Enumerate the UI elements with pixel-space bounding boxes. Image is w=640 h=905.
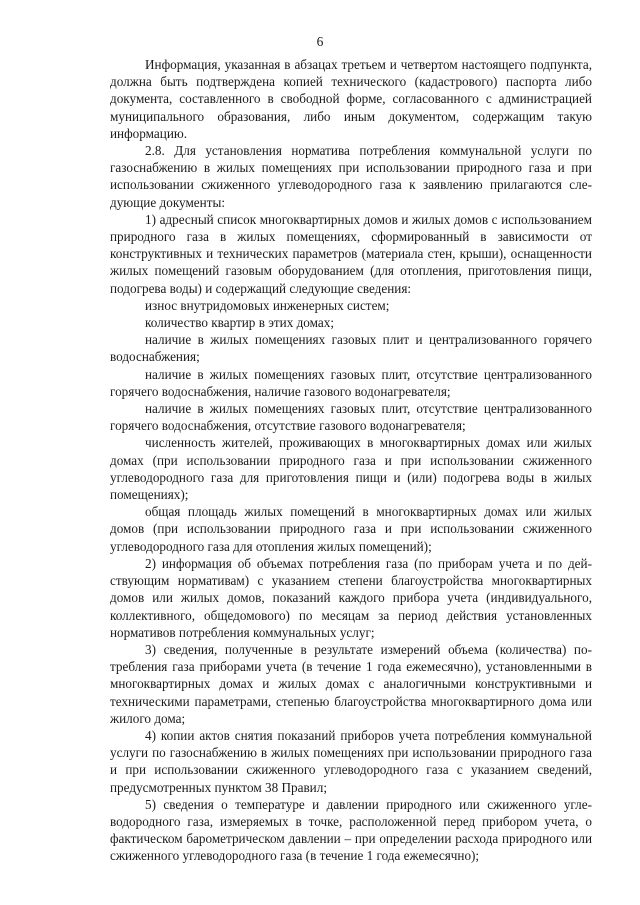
paragraph-2-8-intro: 2.8. Для установления норматива потребления коммунальной услуги по газоснабжению в жилых помещениях при использовании природного газа и при использовании сжиженного углеводородного газа к заявлению прилагаются следующие документы: — [110, 143, 592, 210]
paragraph-info-confirmation: Информация, указанная в абзацах третьем и четвертом настоящего подпункта, должна быть подтверждена копией технического (кадастрового) паспорта либо документа, составленного в свободной форме, согласованного с администрацией муниципального образования, либо иным документом, содержащим такую информацию. — [110, 57, 592, 141]
paragraph-item-2: 2) информация об объемах потребления газа (по приборам учета и по действующим нормативам) с указанием степени благоустройства многоквартирных домов или жилых домов, показаний каждого прибора учета (индивидуального, коллективного, общедомового) по месяцам за период действия установленных нормативов потребления коммунальных услуг; — [110, 555, 592, 640]
paragraph-item-5: 5) сведения о температуре и давлении природного или сжиженного углеводородного газа, измеряемых в точке, расположенной перед прибором учета, о фактическом барометрическом давлении – при определении расхода природного или сжиженного углеводородного газа (в течение 1 года ежемесячно); — [110, 796, 592, 864]
paragraph-gas-stoves-central-hot-water: наличие в жилых помещениях газовых плит и централизованного горячего водоснабжения; — [110, 332, 592, 365]
paragraph-item-1: 1) адресный список многоквартирных домов и жилых домов с использованием природного газа в жилых помещениях, сформированный в зависимости от конструктивных и технических параметров (материала стен, крыши), оснащенности жилых помещений газовым оборудованием (для отопления, приготовления пищи, подогрева воды) и содержащий следующие сведения: — [110, 211, 592, 296]
paragraph-total-area: общая площадь жилых помещений в многоквартирных домах или жилых домов (при использовании природного газа и при использовании сжиженного углеводородного газа для отопления жилых помещений); — [110, 504, 592, 554]
paragraph-gas-stoves-without-heater: наличие в жилых помещениях газовых плит, отсутствие централизованного горячего водоснабжения, отсутствие газового водонагревателя; — [110, 401, 592, 434]
paragraph-wear-systems: износ внутридомовых инженерных систем; — [145, 297, 390, 313]
paragraph-residents-count: численность жителей, проживающих в многоквартирных домах или жилых домах (при использовании природного газа и при использовании сжиженного углеводородного газа для приготовления пищи и (или) подогрева воды в жилых помещениях); — [110, 435, 592, 503]
document-body — [110, 56, 592, 865]
paragraph-item-4: 4) копии актов снятия показаний приборов учета потребления коммунальной услуги по газоснабжению в жилых помещениях при использовании природного газа и при использовании сжиженного углеводородного газа с указанием сведений, предусмотренных пунктом 38 Правил; — [110, 727, 592, 795]
paragraph-item-3: 3) сведения, полученные в результате измерений объема (количества) потребления газа приборами учета (в течение 1 года ежемесячно), установленными в многоквартирных домах и жилых домах с аналогичными конструктивными и техническими параметрами, степенью благоустройства многоквартирного дома или жилого дома; — [110, 641, 592, 726]
paragraph-gas-stoves-with-heater: наличие в жилых помещениях газовых плит, отсутствие централизованного горячего водоснабжения, наличие газового водонагревателя; — [110, 366, 592, 399]
page-number: 6 — [316, 34, 324, 49]
paragraph-apartment-count: количество квартир в этих домах; — [145, 315, 335, 331]
